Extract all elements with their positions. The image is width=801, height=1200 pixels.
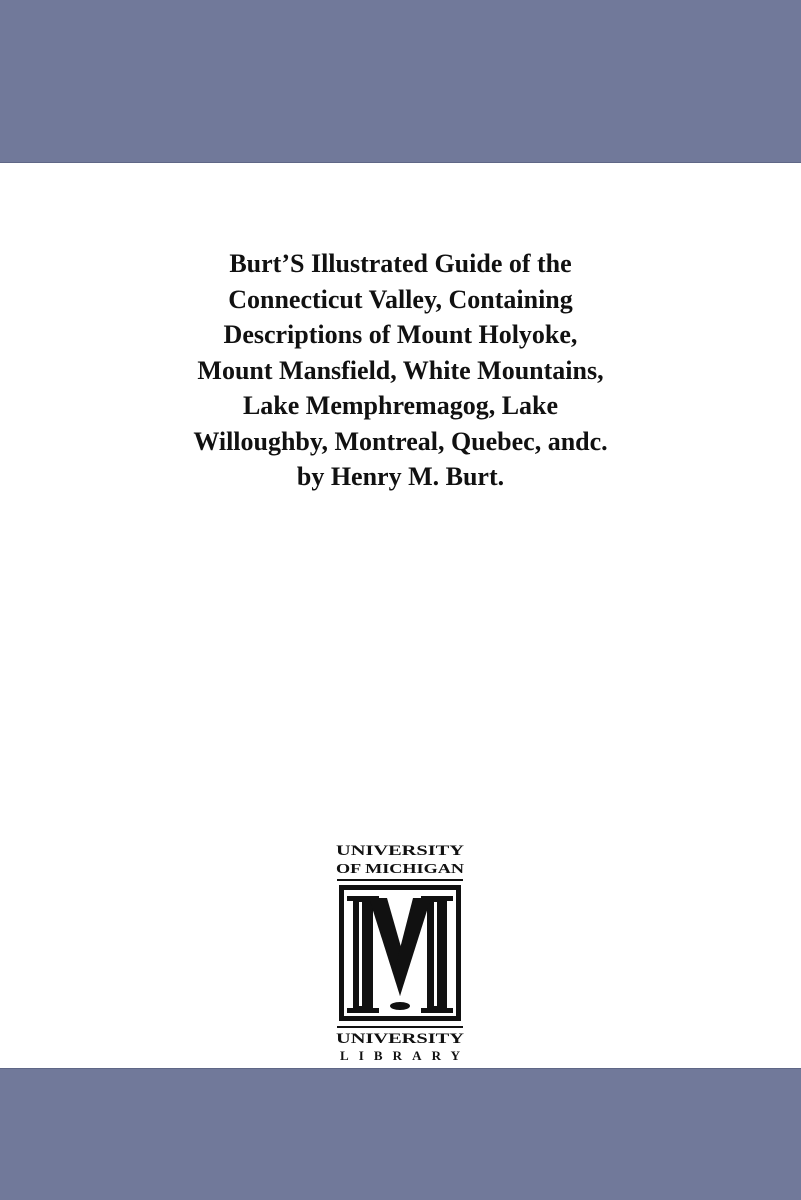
- logo-text-university-top: UNIVERSITY: [336, 843, 465, 859]
- logo-text-university-bottom: UNIVERSITY: [336, 1031, 465, 1047]
- title-line: Burt’S Illustrated Guide of the: [229, 249, 572, 278]
- top-color-band: [0, 0, 801, 163]
- logo-text-library: LIBRARY: [340, 1048, 460, 1063]
- title-line: Descriptions of Mount Holyoke,: [223, 320, 578, 349]
- title-line: Lake Memphremagog, Lake: [242, 391, 559, 420]
- block-m-icon: [339, 885, 461, 1021]
- title-line: Willoughby, Montreal, Quebec, andc.: [193, 426, 608, 456]
- bottom-color-band: [0, 1068, 801, 1200]
- university-library-logo-icon: [331, 838, 469, 1064]
- title-line: Connecticut Valley, Containing: [228, 284, 573, 314]
- title-line: Mount Mansfield, White Mountains,: [197, 355, 604, 385]
- book-title: [120, 246, 681, 495]
- author-line: by Henry M. Burt.: [296, 462, 505, 491]
- logo-text-of-michigan: OF MICHIGAN: [336, 862, 464, 877]
